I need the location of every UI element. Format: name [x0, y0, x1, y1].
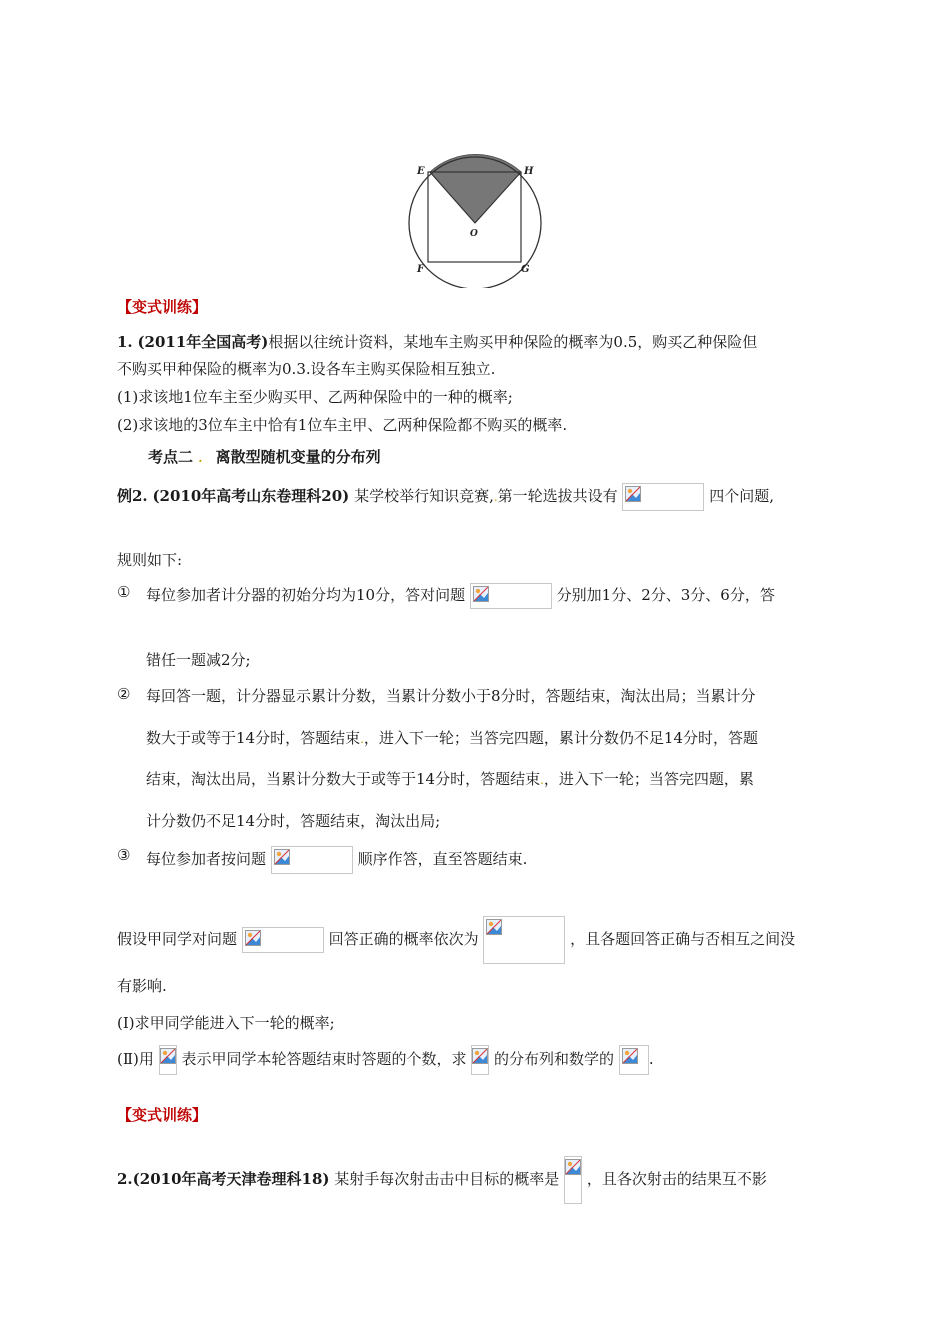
formula-image	[619, 1045, 649, 1075]
kaodian-label: 考点二	[148, 448, 194, 466]
example-2-line-1	[117, 483, 774, 511]
label-h: H	[524, 166, 534, 177]
formula-image	[271, 846, 353, 874]
example-text: 第一轮选拔共设有	[497, 487, 618, 505]
example-text: 某学校举行知识竞赛,	[354, 487, 494, 505]
rule-text: 每位参加者按问题	[146, 850, 267, 868]
formula-image	[470, 583, 552, 609]
section-heading: 【变式训练】	[117, 298, 208, 316]
formula-image	[622, 483, 704, 511]
example-2-line-2: 规则如下:	[117, 551, 183, 569]
example-label: 例2.	[117, 487, 148, 505]
rule-text: 每位参加者计分器的初始分均为10分，答对问题	[146, 586, 466, 604]
rule-text: 顺序作答，直至答题结束.	[357, 850, 528, 868]
section-heading: 【变式训练】	[117, 1106, 208, 1124]
formula-image	[159, 1045, 177, 1075]
kaodian-topic: 离散型随机变量的分布列	[215, 448, 381, 466]
broken-image-icon	[622, 1048, 638, 1064]
broken-image-icon	[245, 930, 261, 946]
rule-text: ，进入下一轮；当答完四题，累	[543, 770, 754, 788]
assumption-text: 假设甲同学对问题	[117, 930, 238, 948]
sub-question-text: 的分布列和数学的	[494, 1050, 615, 1068]
example-source: (2010年高考山东卷理科20)	[152, 487, 350, 505]
assumption-text: 回答正确的概率依次为	[328, 930, 479, 948]
question-text: ，且各次射击的结果互不影	[586, 1170, 767, 1188]
broken-image-icon	[486, 919, 502, 935]
rule-2-number: ②	[117, 685, 131, 703]
formula-image	[564, 1156, 582, 1204]
sub-question-text: (Ⅱ)用	[117, 1050, 154, 1068]
question-source: 2.(2010年高考天津卷理科18)	[117, 1170, 330, 1188]
sub-question-2	[117, 1045, 654, 1075]
broken-image-icon	[625, 486, 641, 502]
broken-image-icon	[565, 1159, 581, 1175]
rule-text: 数大于或等于14分时，答题结束	[146, 729, 361, 747]
assumption-line-1	[117, 916, 795, 964]
kaodian-title	[148, 446, 381, 467]
question-source: (2011年全国高考)	[137, 333, 269, 351]
rule-2-line-4: 计分数仍不足14分时，答题结束，淘汰出局;	[146, 812, 441, 830]
broken-image-icon	[473, 586, 489, 602]
formula-image	[242, 927, 324, 953]
label-e: E	[417, 166, 425, 177]
rule-3-line	[146, 846, 527, 874]
rule-3-number: ③	[117, 846, 131, 864]
question-1-line-1	[117, 331, 757, 352]
assumption-text: ，且各题回答正确与否相互之间没	[570, 930, 796, 948]
sub-question-text: .	[648, 1050, 654, 1068]
rule-1-line-2: 错任一题减2分;	[146, 651, 251, 669]
broken-image-icon	[160, 1048, 176, 1064]
geometry-figure	[400, 148, 550, 288]
dot-mark: .	[540, 773, 544, 787]
formula-image	[471, 1045, 489, 1075]
rule-text: 分别加1分、2分、3分、6分，答	[556, 586, 775, 604]
question-number: 1.	[117, 333, 133, 351]
dot-mark: .	[360, 732, 364, 746]
dot-mark: .	[493, 490, 498, 504]
question-1-part-1: (1)求该地1位车主至少购买甲、乙两种保险中的一种的概率;	[117, 388, 513, 406]
question-text: 根据以往统计资料，某地车主购买甲种保险的概率为0.5，购买乙种保险但	[268, 333, 758, 351]
sub-question-1: (Ⅰ)求甲同学能进入下一轮的概率;	[117, 1014, 335, 1032]
question-text: 某射手每次射击击中目标的概率是	[334, 1170, 560, 1188]
rule-2-line-2	[146, 727, 758, 748]
rule-2-line-3	[146, 768, 754, 789]
example-text: 四个问题,	[709, 487, 775, 505]
rule-1-number: ①	[117, 583, 131, 601]
question-2-line-1	[117, 1156, 767, 1204]
label-o: O	[470, 229, 478, 239]
label-g: G	[521, 264, 530, 275]
sub-question-text: 表示甲同学本轮答题结束时答题的个数，求	[181, 1050, 467, 1068]
broken-image-icon	[274, 849, 290, 865]
assumption-line-2: 有影响.	[117, 977, 167, 995]
formula-image	[483, 916, 565, 964]
kaodian-dot: .	[198, 451, 203, 465]
rule-1-line-1	[146, 583, 775, 609]
question-1-part-2: (2)求该地的3位车主中恰有1位车主甲、乙两种保险都不购买的概率.	[117, 416, 568, 434]
label-f: F	[417, 264, 425, 275]
rule-text: ，进入下一轮；当答完四题，累计分数仍不足14分时，答题	[363, 729, 759, 747]
rule-2-line-1: 每回答一题，计分器显示累计分数，当累计分数小于8分时，答题结束，淘汰出局；当累计分	[146, 687, 756, 705]
broken-image-icon	[472, 1048, 488, 1064]
question-1-line-2: 不购买甲种保险的概率为0.3.设各车主购买保险相互独立.	[117, 360, 496, 378]
rule-text: 结束，淘汰出局，当累计分数大于或等于14分时，答题结束	[146, 770, 541, 788]
